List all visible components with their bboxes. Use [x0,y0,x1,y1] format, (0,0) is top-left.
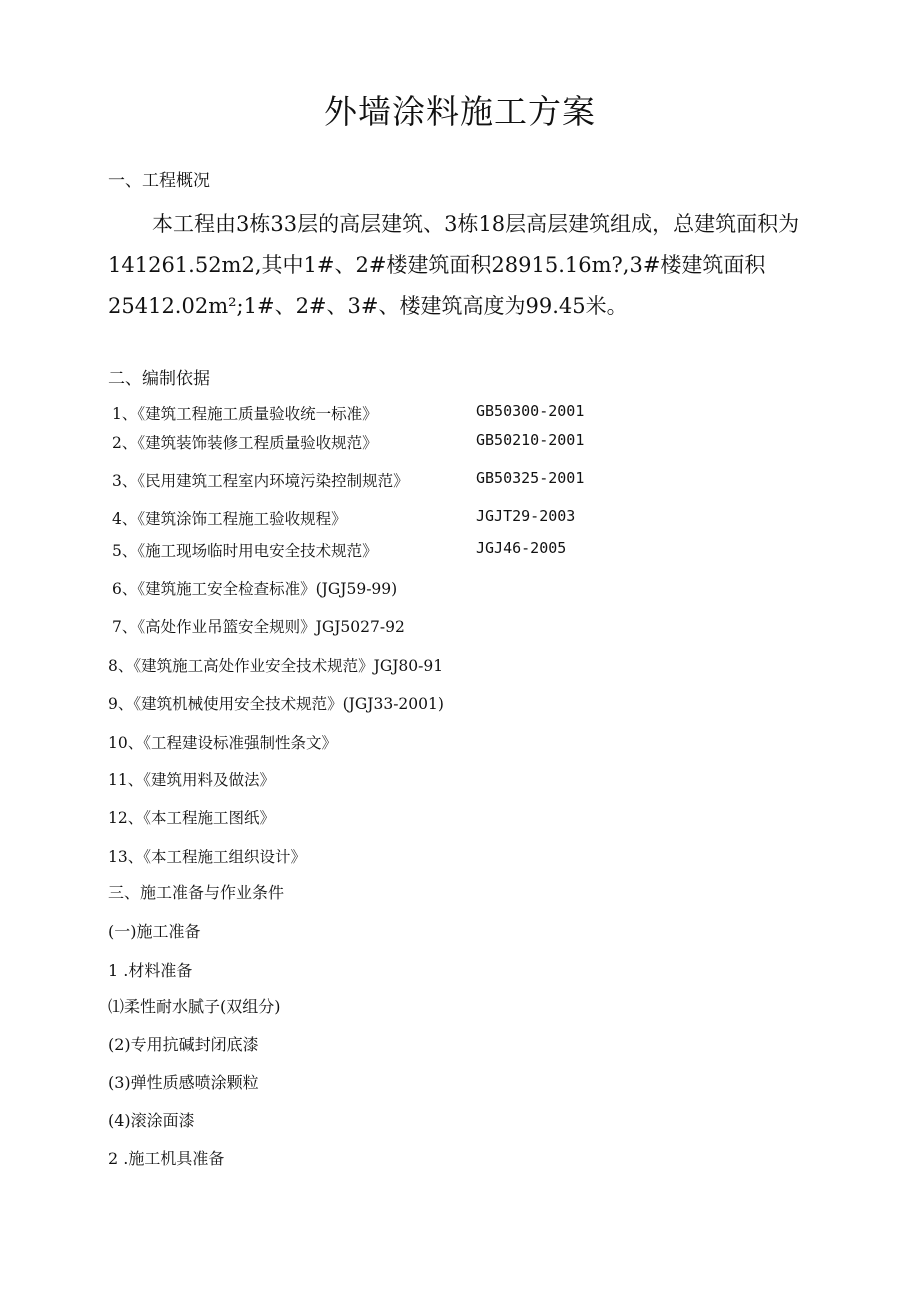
overview-paragraph: 本工程由3栋33层的高层建筑、3栋18层高层建筑组成，总建筑面积为141261.52m2,其中1#、2#楼建筑面积28915.16m?,3#楼建筑面积25412.02m²;1#、2#、3#、楼建筑高度为99.45米。 [108,212,800,318]
reference-item: 8、《建筑施工高处作业安全技术规范》JGJ80-91 [108,657,444,675]
reference-code: GB50325-2001 [476,469,585,487]
reference-code: JGJT29-2003 [476,507,576,525]
reference-item [112,431,378,453]
reference-label: 2、《建筑装饰装修工程质量验收规范》 [112,434,378,452]
reference-code: GB50300-2001 [476,402,585,420]
item-material-prep: 1 .材料准备 [108,961,193,980]
reference-item [112,469,409,491]
material-item: ⑴柔性耐水腻子(双组分) [108,997,281,1016]
page-title: 外墙涂料施工方案 [324,92,596,131]
reference-item: 13、《本工程施工组织设计》 [108,848,306,866]
reference-label: 4、《建筑涂饰工程施工验收规程》 [112,510,347,528]
reference-item [112,539,378,561]
reference-item: 12、《本工程施工图纸》 [108,809,275,827]
reference-item: 10、《工程建设标准强制性条文》 [108,734,337,752]
reference-label: 1、《建筑工程施工质量验收统一标准》 [112,405,378,423]
reference-label: 3、《民用建筑工程室内环境污染控制规范》 [112,472,409,490]
item-equipment-prep: 2 .施工机具准备 [108,1149,225,1168]
reference-item: 11、《建筑用料及做法》 [108,771,275,789]
reference-item: 7、《高处作业吊篮安全规则》JGJ5027-92 [112,618,405,636]
subheading-construction-prep: (一)施工准备 [108,922,201,941]
section-heading-overview: 一、工程概况 [108,171,210,191]
reference-item [112,402,378,424]
material-item: (3)弹性质感喷涂颗粒 [108,1073,259,1092]
reference-item: 9、《建筑机械使用安全技术规范》(JGJ33-2001) [108,695,444,713]
reference-code: GB50210-2001 [476,431,585,449]
section-heading-basis: 二、编制依据 [108,369,210,389]
material-item: (4)滚涂面漆 [108,1111,195,1130]
reference-item: 6、《建筑施工安全检查标准》(JGJ59-99) [112,580,398,598]
material-item: (2)专用抗碱封闭底漆 [108,1035,259,1054]
reference-label: 5、《施工现场临时用电安全技术规范》 [112,542,378,560]
reference-code: JGJ46-2005 [476,539,567,557]
reference-item [112,507,347,529]
section-heading-preparation: 三、施工准备与作业条件 [108,883,285,902]
